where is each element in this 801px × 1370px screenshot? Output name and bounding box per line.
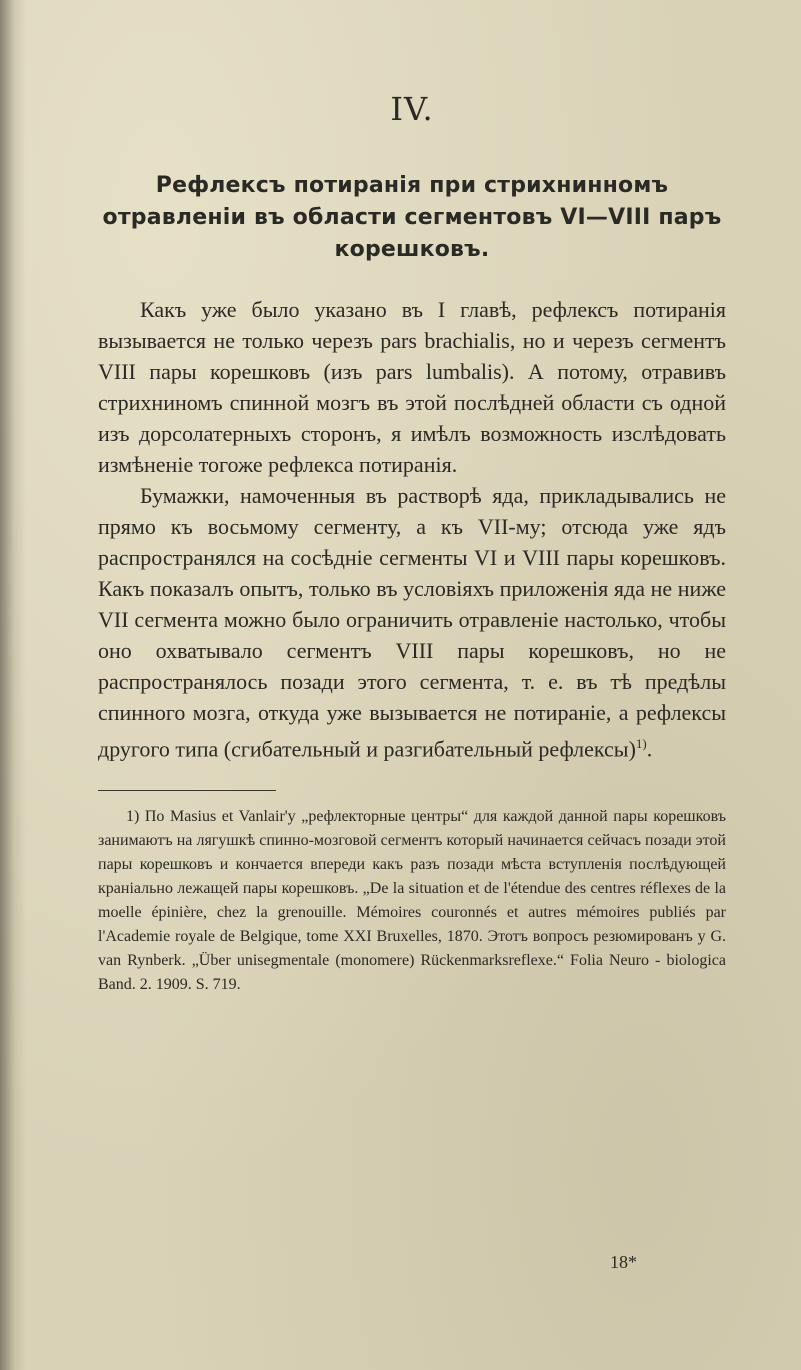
footnote-divider [98, 790, 276, 791]
paragraph-2-text: Бумажки, намоченныя въ растворѣ яда, прикладывались не прямо къ восьмому сегменту, а къ VII-му; отсюда уже ядъ распространялся на сосѣдніе сегменты VI и VIII пары корешковъ. Какъ показалъ опытъ, только въ условіяхъ приложенія яда не ниже VII сегмента можно было ограничить отравленіе настолько, чтобы оно охватывало сегментъ VIII пары корешковъ, но не распространялось позади этого сегмента, т. е. въ тѣ предѣлы спинного мозга, откуда уже вызывается не потираніе, а рефлексы другого типа (сгибательный и разгибательный рефлексы) [98, 483, 726, 762]
chapter-heading: Рефлексъ потиранія при стрихнинномъ отравленіи въ области сегментовъ VI—VIII паръ корешковъ. [102, 173, 722, 262]
document-page [98, 90, 726, 997]
footnote-reference: 1) [635, 736, 647, 751]
page-number: 18* [610, 1252, 637, 1272]
paragraph-2: Бумажки, намоченныя въ растворѣ яда, прикладывались не прямо къ восьмому сегменту, а къ VII-му; отсюда уже ядъ распространялся на сосѣдніе сегменты VI и VIII пары корешковъ. Какъ показалъ опытъ, только въ условіяхъ приложенія яда не ниже VII сегмента можно было ограничить отравленіе настолько, чтобы оно охватывало сегментъ VIII пары корешковъ, но не распространялось позади этого сегмента, т. е. въ тѣ предѣлы спинного мозга, откуда уже вызывается не потираніе, а рефлексы другого типа (сгибательный и разгибательный рефлексы)$^{1)}$. [98, 483, 726, 762]
page-edge-shadow [0, 0, 26, 1370]
paragraph-1: Какъ уже было указано въ I главѣ, рефлексъ потиранія вызывается не только черезъ pars brachialis, но и черезъ сегментъ VIII пары корешковъ (изъ pars lumbalis). А потому, отравивъ стрихниномъ спинной мозгъ въ этой послѣдней области съ одной изъ дорсолатерныхъ сторонъ, я имѣлъ возможность изслѣдовать измѣненіе тогоже рефлекса потиранія. [98, 297, 726, 477]
body-text [98, 294, 726, 764]
chapter-number: IV. [390, 90, 434, 128]
footnote-text: 1) По Masius et Vanlair'у „рефлекторные центры“ для каждой данной пары корешковъ занимаютъ на лягушкѣ спинно-мозговой сегментъ который начинается сейчасъ позади этой пары корешковъ и кончается впереди какъ разъ позади мѣста вступленія послѣдующей краніально лежащей пары корешковъ. „De la situation et de l'étendue des centres réflexes de la moelle épinière, chez la grenouille. Mémoires couronnés et autres mémoires publiés par l'Academie royale de Belgique, tome XXI Bruxelles, 1870. Этотъ вопросъ резюмированъ у G. van Rynberk. „Über unisegmentale (monomere) Rückenmarksreflexe.“ Folia Neuro - biologica Band. 2. 1909. S. 719. [98, 808, 726, 994]
